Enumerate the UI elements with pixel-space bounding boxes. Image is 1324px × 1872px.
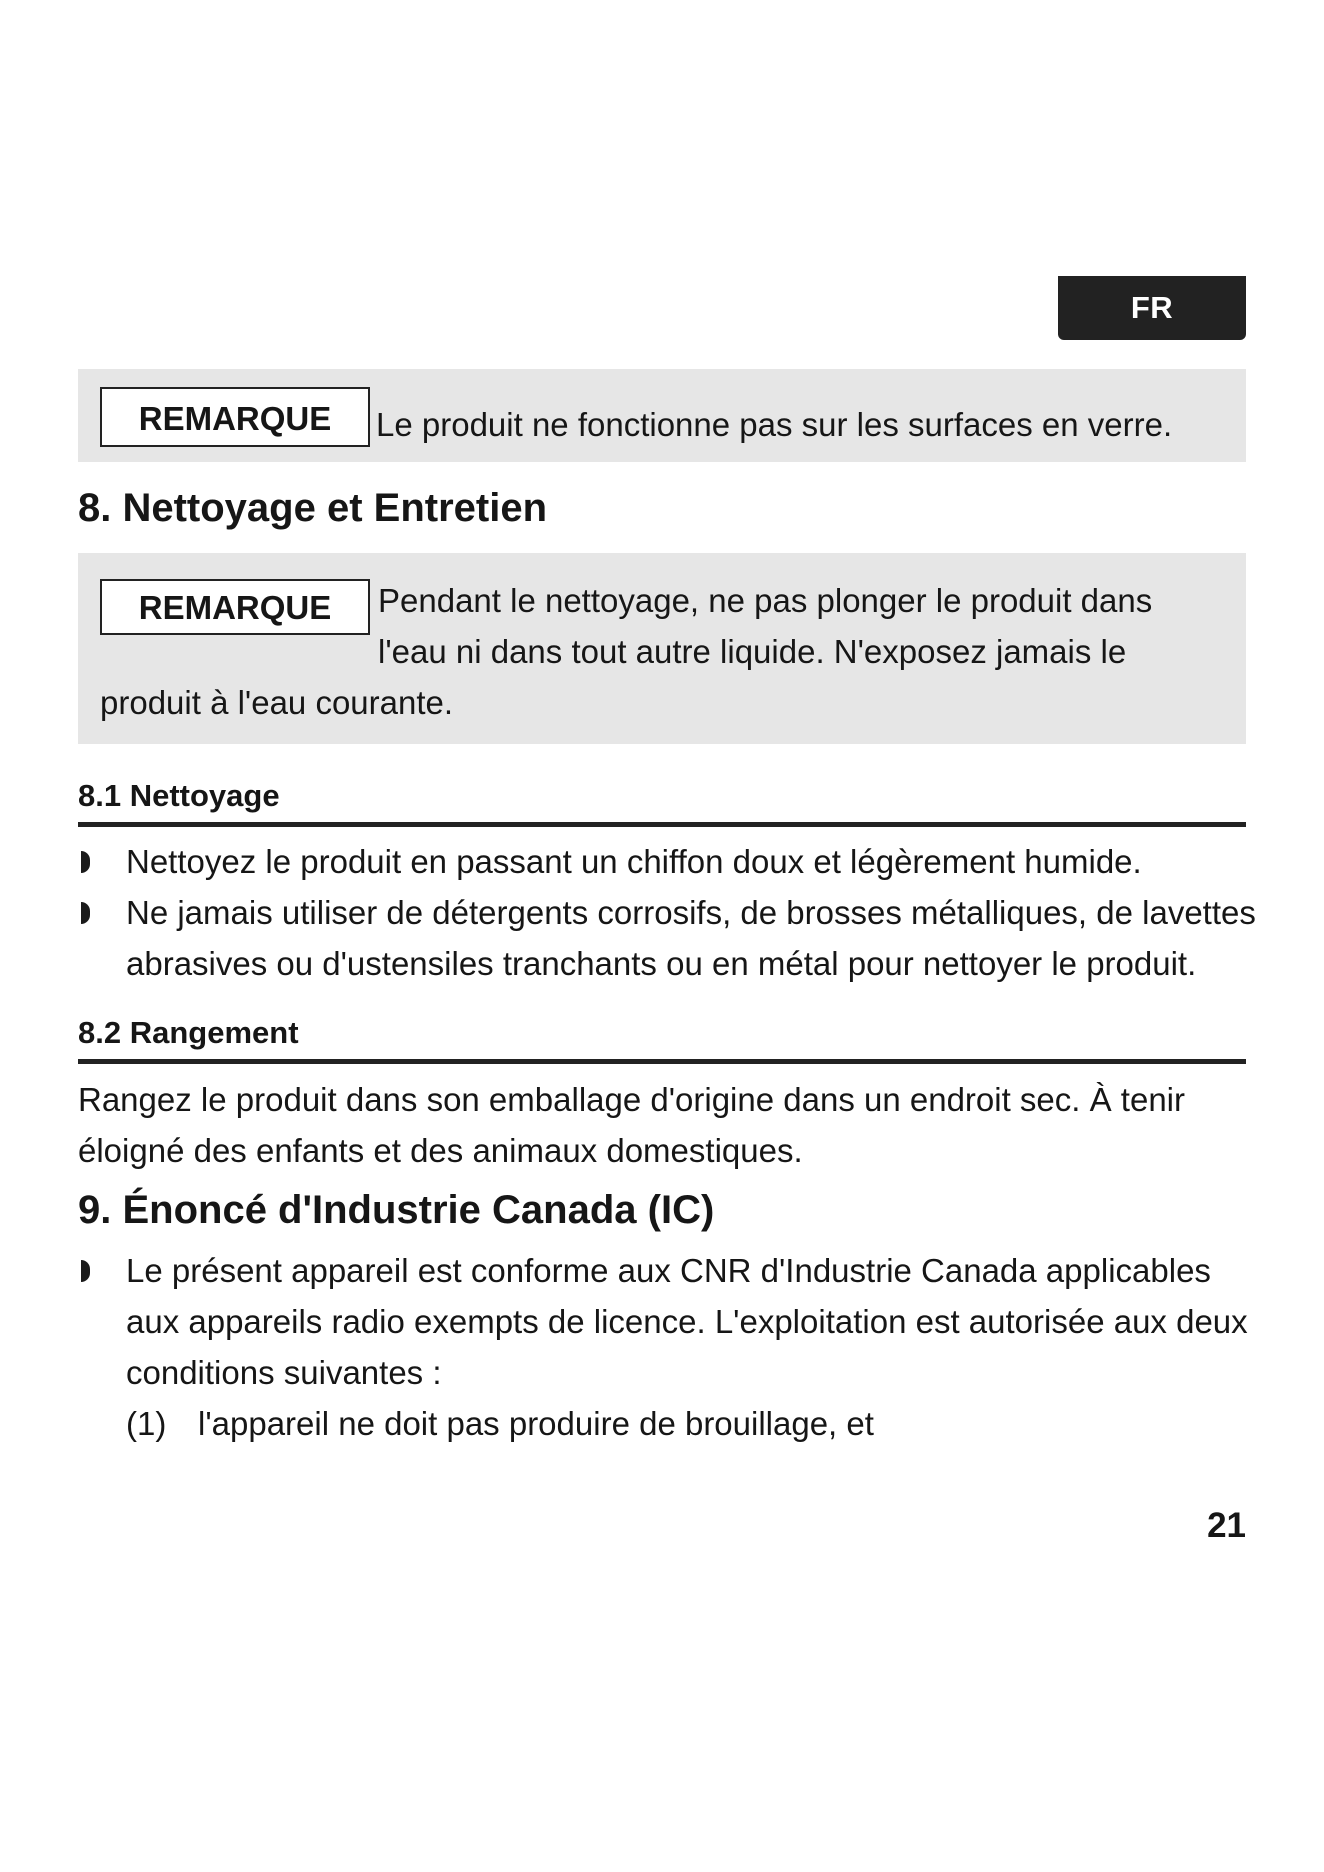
list-item-text: Ne jamais utiliser de détergents corrosifs, de brosses métalliques, de lavettes abrasives ou d'ustensiles tranchants ou en métal pour nettoyer le produit.	[126, 894, 1256, 982]
numbered-sub-item	[78, 1398, 1258, 1449]
list-item	[78, 1245, 1258, 1398]
note-text: Pendant le nettoyage, ne pas plonger le produit dans l'eau ni dans tout autre liquide. N'exposez jamais le produit à l'eau courante.	[100, 582, 1153, 721]
list-item-text: Le présent appareil est conforme aux CNR d'Industrie Canada applicables aux appareils radio exempts de licence. L'exploitation est autorisée aux deux conditions suivantes :	[126, 1252, 1248, 1391]
note-label: REMARQUE	[100, 579, 370, 635]
sub-item-text: l'appareil ne doit pas produire de brouillage, et	[198, 1405, 874, 1442]
list-item	[78, 836, 1258, 887]
language-tab: FR	[1058, 276, 1246, 340]
subsection-8-2-heading: 8.2 Rangement	[78, 1013, 1246, 1064]
note-box-glass-surfaces	[78, 369, 1246, 462]
bullet-icon	[81, 1260, 90, 1282]
storage-paragraph: Rangez le produit dans son emballage d'origine dans un endroit sec. À tenir éloigné des enfants et des animaux domestiques.	[78, 1081, 1185, 1169]
ic-statement-list	[78, 1245, 1258, 1449]
note-label: REMARQUE	[100, 387, 370, 447]
cleaning-bullet-list	[78, 836, 1258, 989]
section-9-heading: 9. Énoncé d'Industrie Canada (IC)	[78, 1188, 715, 1232]
note-box-cleaning	[78, 553, 1246, 744]
note-paragraph	[100, 575, 1224, 728]
list-item-text: Nettoyez le produit en passant un chiffon doux et légèrement humide.	[126, 843, 1142, 880]
note-text: Le produit ne fonctionne pas sur les surfaces en verre.	[376, 405, 1173, 443]
subsection-8-1-heading: 8.1 Nettoyage	[78, 776, 1246, 827]
section-8-heading: 8. Nettoyage et Entretien	[78, 486, 548, 530]
list-item	[78, 887, 1258, 989]
sub-item-number: (1)	[126, 1405, 167, 1442]
bullet-icon	[81, 851, 90, 873]
bullet-icon	[81, 902, 90, 924]
page-number: 21	[1207, 1506, 1246, 1545]
